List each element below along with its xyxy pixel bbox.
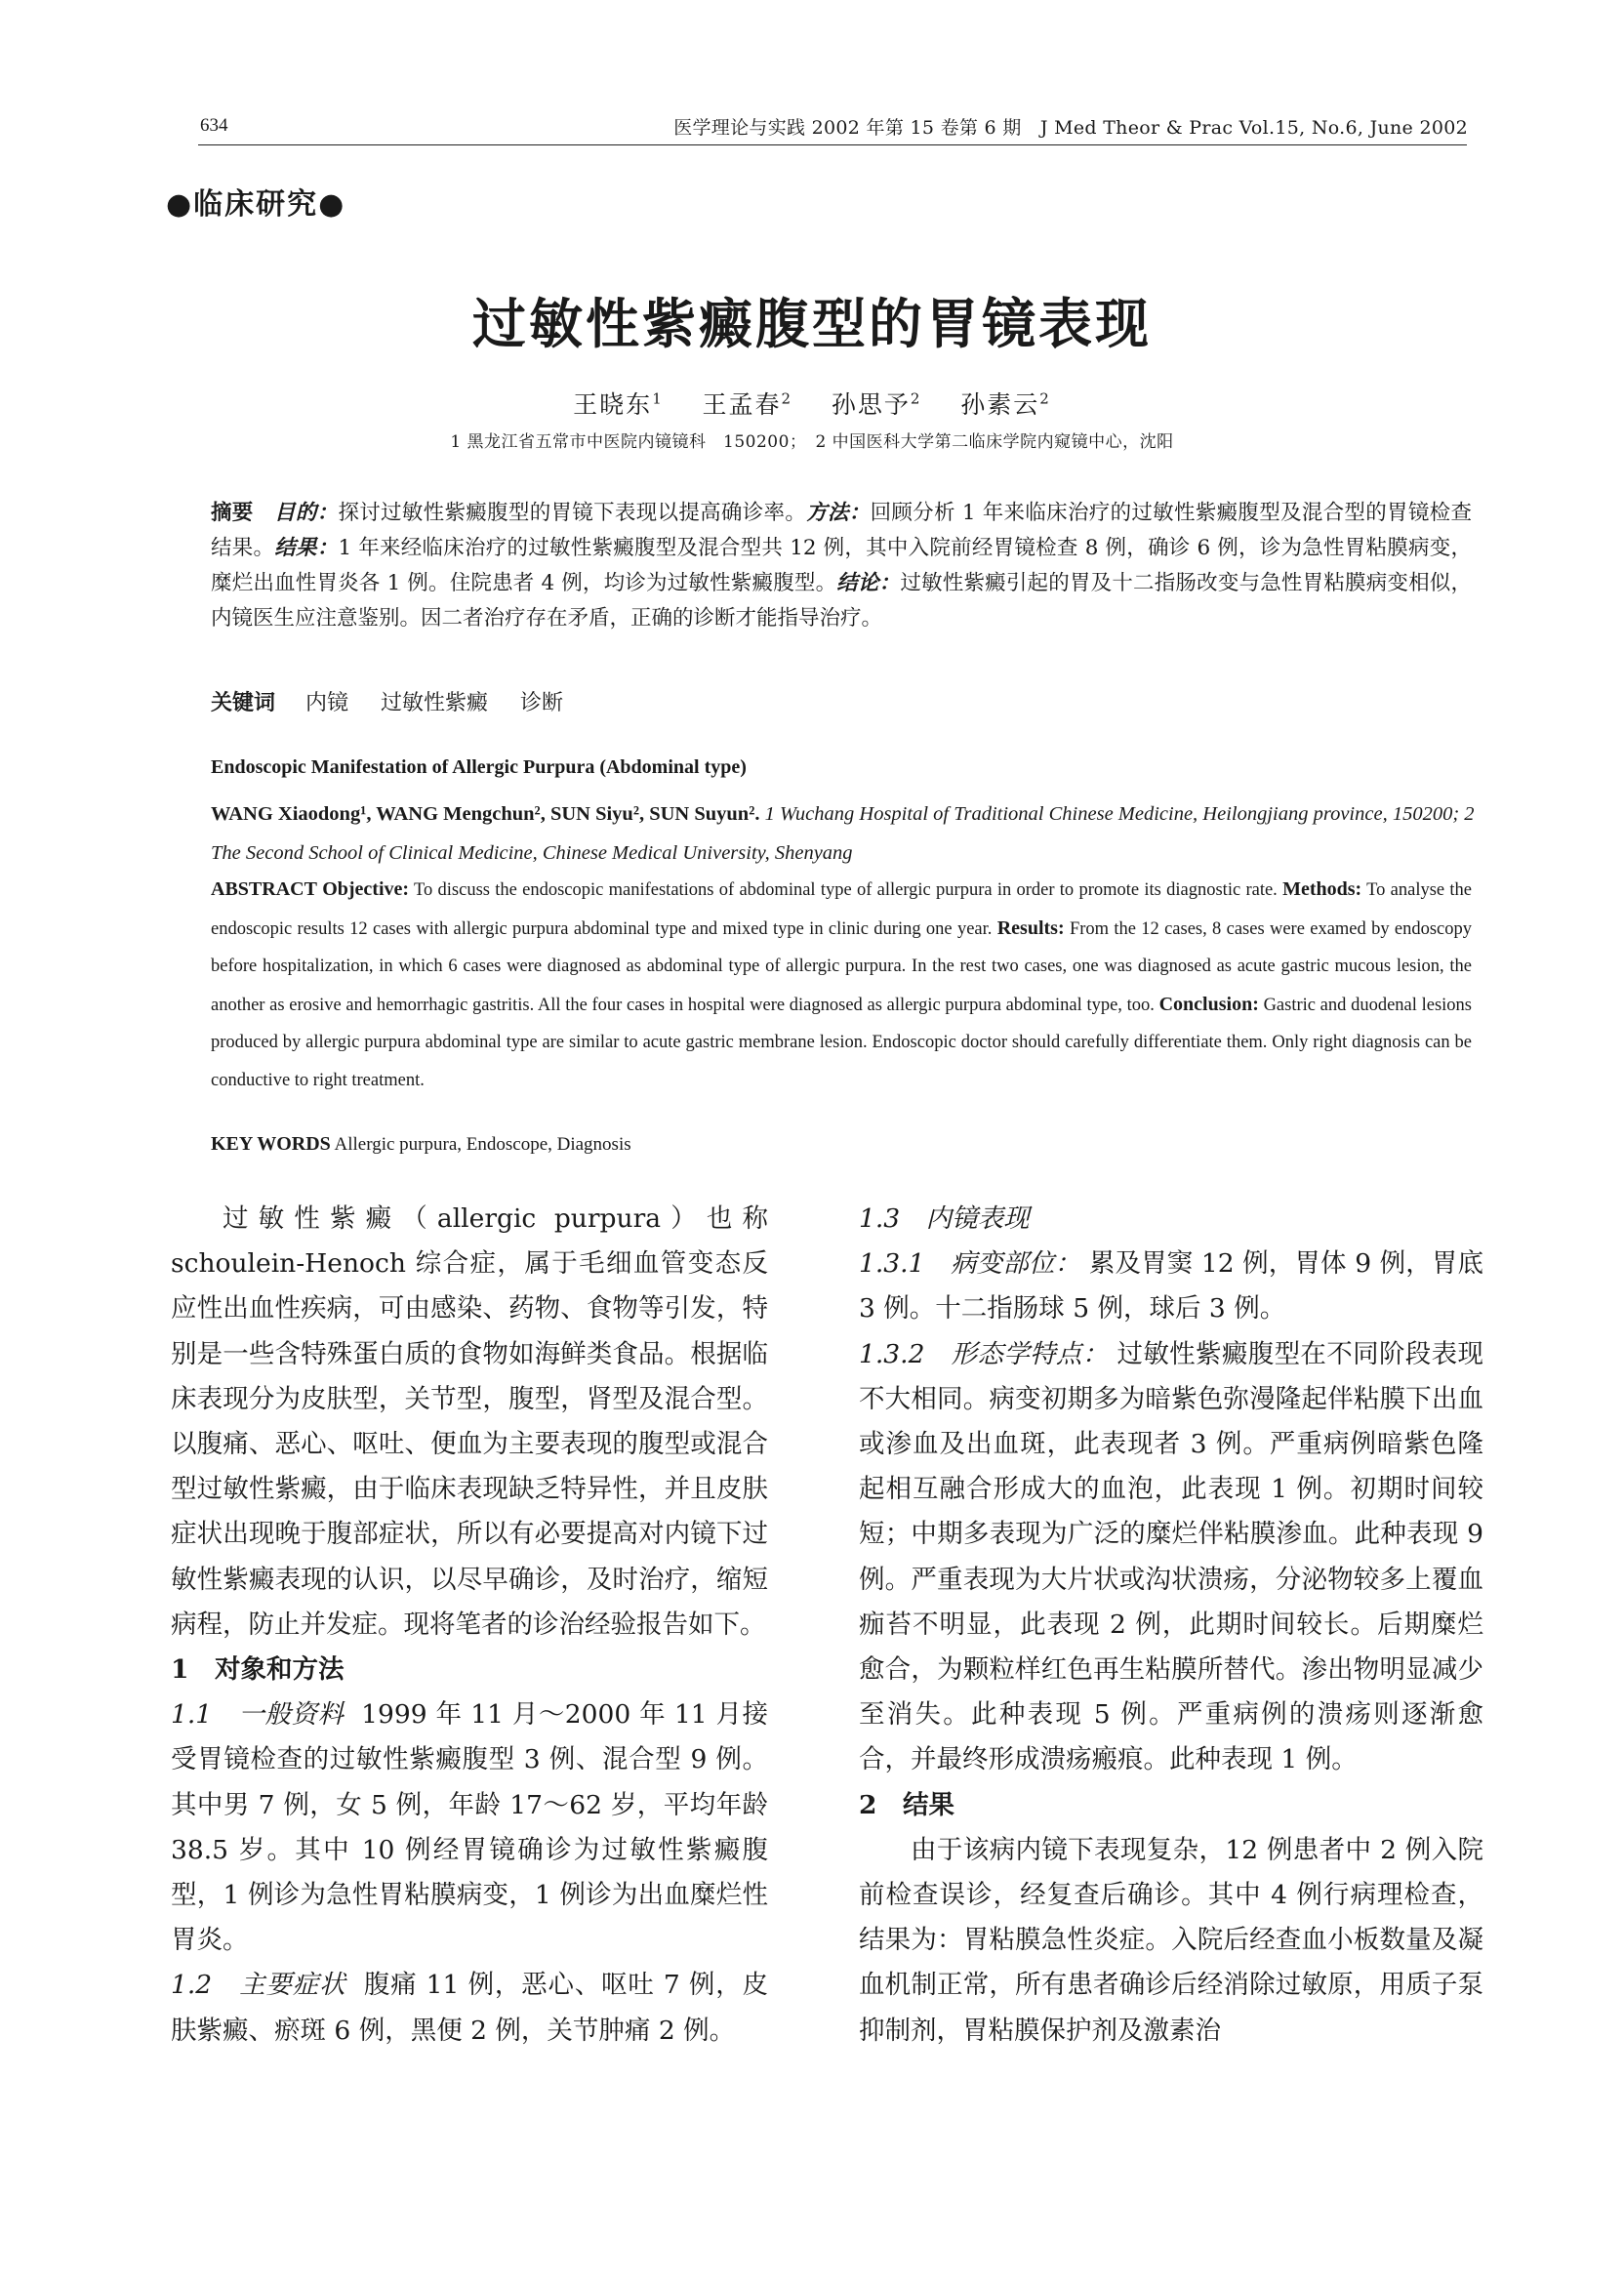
english-abstract [211, 871, 1472, 1099]
body-paragraph [171, 1963, 768, 2053]
body-paragraph [171, 1692, 768, 1963]
subsection-label: 1.2 主要症状 [171, 1970, 346, 2001]
english-author-names: WANG Xiaodong¹, WANG Mengchun², SUN Siyu², SUN Suyun². [211, 803, 760, 825]
results-paragraph: 由于该病内镜下表现复杂，12 例患者中 2 例入院前检查误诊，经复查后确诊。其中 4 例行病理检查，结果为：胃粘膜急性炎症。入院后经查血小板数量及凝血机制正常，所有患者确诊后经消除过敏原，用质子泵抑制剂，胃粘膜保护剂及激素治 [859, 1834, 1483, 2046]
author-list [0, 386, 1624, 421]
author-affiliation-mark: 1 [652, 389, 664, 408]
subsection-text: 累及胃窦 12 例，胃体 9 例，胃底 3 例。十二指肠球 5 例，球后 3 例。 [859, 1248, 1483, 1324]
keyword: 内镜 [305, 691, 349, 715]
keyword: 过敏性紫癜 [381, 691, 489, 715]
subsection-text: 腹痛 11 例，恶心、呕吐 7 例，皮肤紫癜、瘀斑 6 例，黑便 2 例，关节肿痛 2 例。 [171, 1970, 768, 2046]
results-text: 1 年来经临床治疗的过敏性紫癜腹型及混合型共 12 例，其中入院前经胃镜检查 8 例，确诊 6 例，诊为急性胃粘膜病变，糜烂出血性胃炎各 1 例。住院患者 4 例，均诊为过敏性紫癜腹型。 [211, 536, 1472, 595]
affiliations: 1 黑龙江省五常市中医院内镜镜科 150200； 2 中国医科大学第二临床学院内窥镜中心，沈阳 [450, 432, 1174, 452]
methods-text: 回顾分析 1 年来临床治疗的过敏性紫癜腹型及混合型的胃镜检查结果。 [211, 501, 1472, 560]
section-label: ●临床研究● [166, 187, 346, 222]
chinese-keywords [211, 686, 1472, 716]
methods-label: 方法： [806, 501, 871, 525]
author-affiliation-mark: 2 [1039, 389, 1051, 408]
body-paragraph [859, 1332, 1483, 1783]
english-objective-label: Objective: [322, 878, 410, 900]
section-heading: 1 对象和方法 [171, 1654, 345, 1686]
english-results-label: Results: [996, 917, 1065, 939]
english-affiliation-1: 1 Wuchang Hospital of Traditional Chinese Medicine, Heilongjiang province, 150200; [764, 803, 1460, 825]
english-keywords-label: KEY WORDS [211, 1133, 331, 1155]
author-name: 孙素云 [960, 390, 1040, 419]
subsection-text: 过敏性紫癜腹型在不同阶段表现不大相同。病变初期多为暗紫色弥漫隆起伴粘膜下出血或渗血及出血斑，此表现者 3 例。严重病例暗紫色隆起相互融合形成大的血泡，此表现 1 例。初期时间较短；中期多表现为广泛的糜烂伴粘膜渗血。此种表现 9 例。严重表现为大片状或沟状溃疡，分泌物较多上覆血痂苔不明显，此表现 2 例，此期时间较长。后期糜烂愈合，为颗粒样红色再生粘膜所替代。渗出物明显减少至消失。此种表现 5 例。严重病例的溃疡则逐渐愈合，并最终形成溃疡瘢痕。此种表现 1 例。 [859, 1338, 1483, 1775]
subsection-label: 1.3.2 形态学特点： [859, 1338, 1109, 1369]
english-conclusion-text: Gastric and duodenal lesions produced by allergic purpura abdominal type are similar to acute gastric membrane lesion. Endoscopic doctor should carefully differentiate them. Only right diagnosis can be conductive to right treatment. [211, 995, 1472, 1090]
body-paragraph [859, 1242, 1483, 1331]
author-name: 孙思予 [831, 390, 911, 419]
body-column-right [859, 1197, 1483, 2054]
subsection-label: 1.3.1 病变部位： [859, 1248, 1081, 1280]
conclusion-text: 过敏性紫癜引起的胃及十二指肠改变与急性胃粘膜病变相似，内镜医生应注意鉴别。因二者治疗存在矛盾，正确的诊断才能指导治疗。 [211, 571, 1472, 631]
subsection-text: 1999 年 11 月～2000 年 11 月接受胃镜检查的过敏性紫癜腹型 3 例、混合型 9 例。其中男 7 例，女 5 例，年龄 17～62 岁，平均年龄 38.5 岁。其中 10 例经胃镜确诊为过敏性紫癜腹型，1 例诊为急性胃粘膜病变，1 例诊为出血糜烂性胃炎。 [171, 1699, 768, 1956]
english-keywords-text: Allergic purpura, Endoscope, Diagnosis [334, 1134, 631, 1155]
author-affiliation-mark: 2 [910, 389, 922, 408]
abstract-label: 摘要 [211, 501, 254, 525]
english-authors [211, 795, 1480, 873]
author-affiliation-mark: 2 [781, 389, 793, 408]
english-abstract-label: ABSTRACT [211, 878, 317, 900]
running-head: 医学理论与实践 2002 年第 15 卷第 6 期 J Med Theor & Prac Vol.15, No.6, June 2002 [673, 117, 1468, 139]
english-results-text: From the 12 cases, 8 cases were examed by endoscopy before hospitalization, in which 6 cases were diagnosed as abdominal type of allergic purpura. In the rest two cases, one was diagnosed as acute gastric mucous lesion, the another as erosive and hemorrhagic gastritis. All the four cases in hospital were diagnosed as allergic purpura abdominal type, too. [211, 918, 1473, 1015]
keywords-label: 关键词 [211, 690, 276, 715]
english-objective-text: To discuss the endoscopic manifestations of abdominal type of allergic purpura in order to promote its diagnostic rate. [414, 880, 1278, 900]
objective-label: 目的： [274, 501, 339, 525]
subsection-label: 1.1 一般资料 [171, 1699, 345, 1731]
body-column-left [171, 1197, 768, 2054]
english-affiliation-2: 2 The Second School of Clinical Medicine, Chinese Medical University, Shenyang [211, 803, 1475, 864]
keyword: 诊断 [520, 691, 564, 715]
english-methods-label: Methods: [1282, 878, 1362, 900]
conclusion-label: 结论： [836, 571, 901, 595]
subsection-heading: 1.3 内镜表现 [859, 1203, 1030, 1234]
header-rule [198, 144, 1467, 145]
author-name: 王晓东 [573, 390, 653, 419]
author-name: 王孟春 [702, 390, 782, 419]
article-title: 过敏性紫癜腹型的胃镜表现 [471, 292, 1152, 355]
objective-text: 探讨过敏性紫癜腹型的胃镜下表现以提高确诊率。 [338, 501, 807, 525]
chinese-abstract [211, 496, 1472, 636]
section-heading: 2 结果 [859, 1789, 954, 1820]
english-conclusion-label: Conclusion: [1158, 993, 1259, 1015]
results-label: 结果： [274, 536, 339, 560]
english-methods-text: To analyse the endoscopic results 12 cases with allergic purpura abdominal type and mixed type in clinic during one year. [211, 880, 1472, 939]
page-number: 634 [200, 115, 228, 136]
intro-paragraph: 过敏性紫癜（allergic purpura）也称 schoulein-Henoch 综合症，属于毛细血管变态反应性出血性疾病，可由感染、药物、食物等引发，特别是一些含特殊蛋白质的食物如海鲜类食品。根据临床表现分为皮肤型，关节型，腹型，肾型及混合型。以腹痛、恶心、呕吐、便血为主要表现的腹型或混合型过敏性紫癜，由于临床表现缺乏特异性，并且皮肤症状出现晚于腹部症状，所以有必要提高对内镜下过敏性紫癜表现的认识，以尽早确诊，及时治疗，缩短病程，防止并发症。现将笔者的诊治经验报告如下。 [171, 1203, 768, 1640]
english-keywords [211, 1133, 631, 1156]
english-title: Endoscopic Manifestation of Allergic Purpura (Abdominal type) [211, 756, 747, 778]
